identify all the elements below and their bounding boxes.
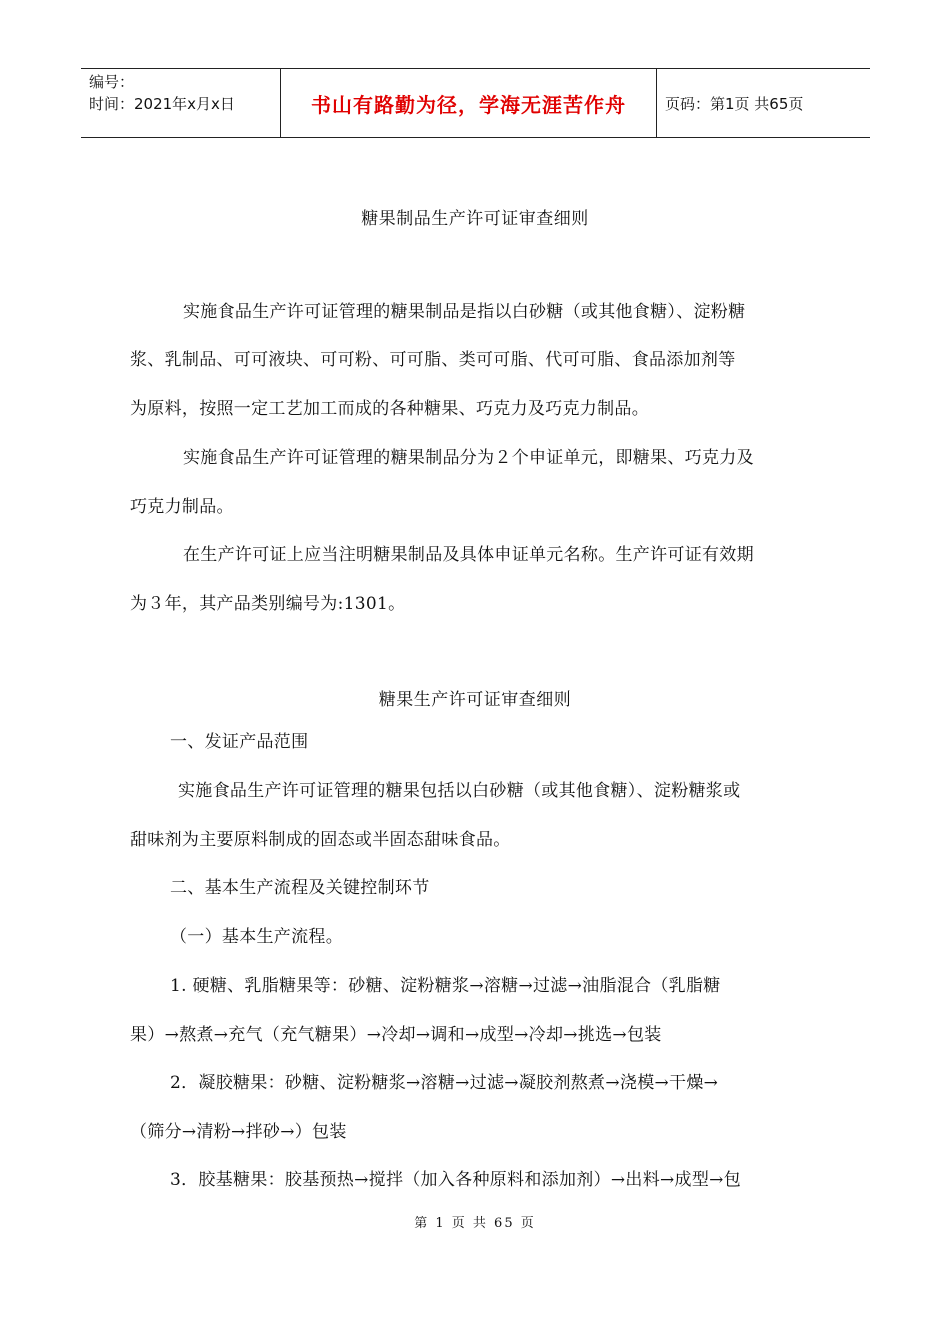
body-line: 实施食品生产许可证管理的糖果包括以白砂糖（或其他食糖）、淀粉糖浆或 <box>178 781 741 801</box>
body-line: 3．胶基糖果：胶基预热→搅拌（加入各种原料和添加剂）→出料→成型→包 <box>170 1170 741 1190</box>
motto: 书山有路勤为径，学海无涯苦作舟 <box>311 92 626 117</box>
intro-line: 实施食品生产许可证管理的糖果制品是指以白砂糖（或其他食糖）、淀粉糖 <box>183 302 746 322</box>
body-line: 果）→熬煮→充气（充气糖果）→冷却→调和→成型→冷却→挑选→包装 <box>130 1025 662 1045</box>
body-line: 一、发证产品范围 <box>170 732 309 752</box>
body-line: （一）基本生产流程。 <box>170 927 343 947</box>
body-line: 二、基本生产流程及关键控制环节 <box>170 878 430 898</box>
intro-line: 为３年，其产品类别编号为:1301。 <box>130 594 406 614</box>
doc-title: 糖果制品生产许可证审查细则 <box>361 209 589 229</box>
section-title: 糖果生产许可证审查细则 <box>378 690 572 710</box>
intro-line: 为原料，按照一定工艺加工而成的各种糖果、巧克力及巧克力制品。 <box>130 399 649 419</box>
body-line: 1. 硬糖、乳脂糖果等：砂糖、淀粉糖浆→溶糖→过滤→油脂混合（乳脂糖 <box>170 976 721 996</box>
body-line: （筛分→清粉→拌砂→）包装 <box>130 1122 347 1142</box>
intro-line: 实施食品生产许可证管理的糖果制品分为２个申证单元，即糖果、巧克力及 <box>183 448 754 468</box>
page-header <box>81 68 870 138</box>
header-motto-cell <box>281 69 657 137</box>
header-meta <box>81 69 281 137</box>
number-label: 编号： <box>89 73 135 91</box>
intro-line: 巧克力制品。 <box>130 497 234 517</box>
header-page-info <box>657 69 870 137</box>
page-footer: 第 1 页 共 65 页 <box>414 1216 536 1231</box>
page-info: 页码：第1页 共65页 <box>665 94 804 113</box>
date-label: 时间：2021年x月x日 <box>89 95 235 113</box>
body-line: 甜味剂为主要原料制成的固态或半固态甜味食品。 <box>130 830 511 850</box>
intro-line: 在生产许可证上应当注明糖果制品及具体申证单元名称。生产许可证有效期 <box>183 545 754 565</box>
intro-line: 浆、乳制品、可可液块、可可粉、可可脂、类可可脂、代可可脂、食品添加剂等 <box>130 350 736 370</box>
body-line: 2．凝胶糖果：砂糖、淀粉糖浆→溶糖→过滤→凝胶剂熬煮→浇模→干燥→ <box>170 1073 719 1093</box>
